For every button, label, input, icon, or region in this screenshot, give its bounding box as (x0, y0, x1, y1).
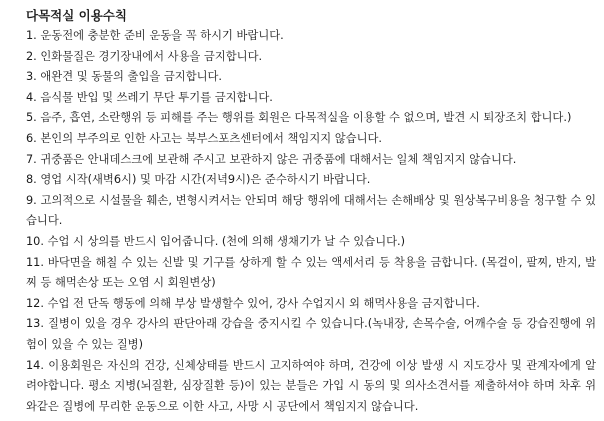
rule-item-13: 13. 질병이 있을 경우 강사의 판단아래 강습을 중지시킬 수 있습니다.(녹내장, 손목수술, 어깨수술 등 강습진행에 위험이 있을 수 있는 질병) (26, 317, 596, 351)
rule-item-3: 3. 애완견 및 동물의 출입을 금지합니다. (26, 70, 223, 84)
rule-item-12: 12. 수업 전 단독 행동에 의해 부상 발생할수 있어, 강사 수업지시 외 해먹사용을 금지합니다. (26, 296, 480, 310)
rule-item-9: 9. 고의적으로 시설물을 훼손, 변형시켜서는 안되며 해당 행위에 대해서는 손해배상 및 원상복구비용을 청구할 수 있습니다. (26, 193, 596, 228)
rules-list (26, 26, 596, 417)
rule-item-8: 8. 영업 시작(새벽6시) 및 마감 시간(저녁9시)은 준수하시기 바랍니다. (26, 173, 371, 187)
rule-item-2: 2. 인화물질은 경기장내에서 사용을 금지합니다. (26, 49, 263, 63)
rule-item-7: 7. 귀중품은 안내데스크에 보관해 주시고 보관하지 않은 귀중품에 대해서는 일체 책임지지 않습니다. (26, 152, 517, 166)
rule-item-11: 11. 바닥면을 해칠 수 있는 신발 및 기구를 상하게 할 수 있는 액세서리 등 착용을 금합니다. (목걸이, 팔찌, 반지, 발찌 등 해먹손상 또는 오염 시 회원변상) (26, 255, 596, 290)
document-title: 다목적실 이용수칙 (26, 8, 127, 23)
rule-item-6: 6. 본인의 부주의로 인한 사고는 북부스포츠센터에서 책임지지 않습니다. (26, 131, 382, 145)
rule-item-14: 14. 이용회원은 자신의 건강, 신체상태를 반드시 고지하여야 하며, 건강에 이상 발생 시 지도강사 및 관계자에게 알려야합니다. 평소 지병(뇌질환, 심장질환 등)이 있는 분들은 가입 시 동의 및 의사소견서를 제출하셔야 하며 차후 위와같은 질병에 무리한 운동으로 이한 사고, 사망 시 공단에서 책임지지 않습니다. (26, 358, 596, 413)
rule-item-10: 10. 수업 시 상의를 반드시 입어줍니다. (천에 의해 생채기가 날 수 있습니다.) (26, 234, 406, 248)
rule-item-5: 5. 음주, 흡연, 소란행위 등 피해를 주는 행위를 회원은 다목적실을 이용할 수 없으며, 발견 시 퇴장조치 합니다.) (26, 111, 572, 125)
rule-item-1: 1. 운동전에 충분한 준비 운동을 꼭 하시기 바랍니다. (26, 29, 284, 42)
rules-document (26, 6, 596, 417)
rule-item-4: 4. 음식물 반입 및 쓰레기 무단 투기를 금지합니다. (26, 90, 273, 104)
